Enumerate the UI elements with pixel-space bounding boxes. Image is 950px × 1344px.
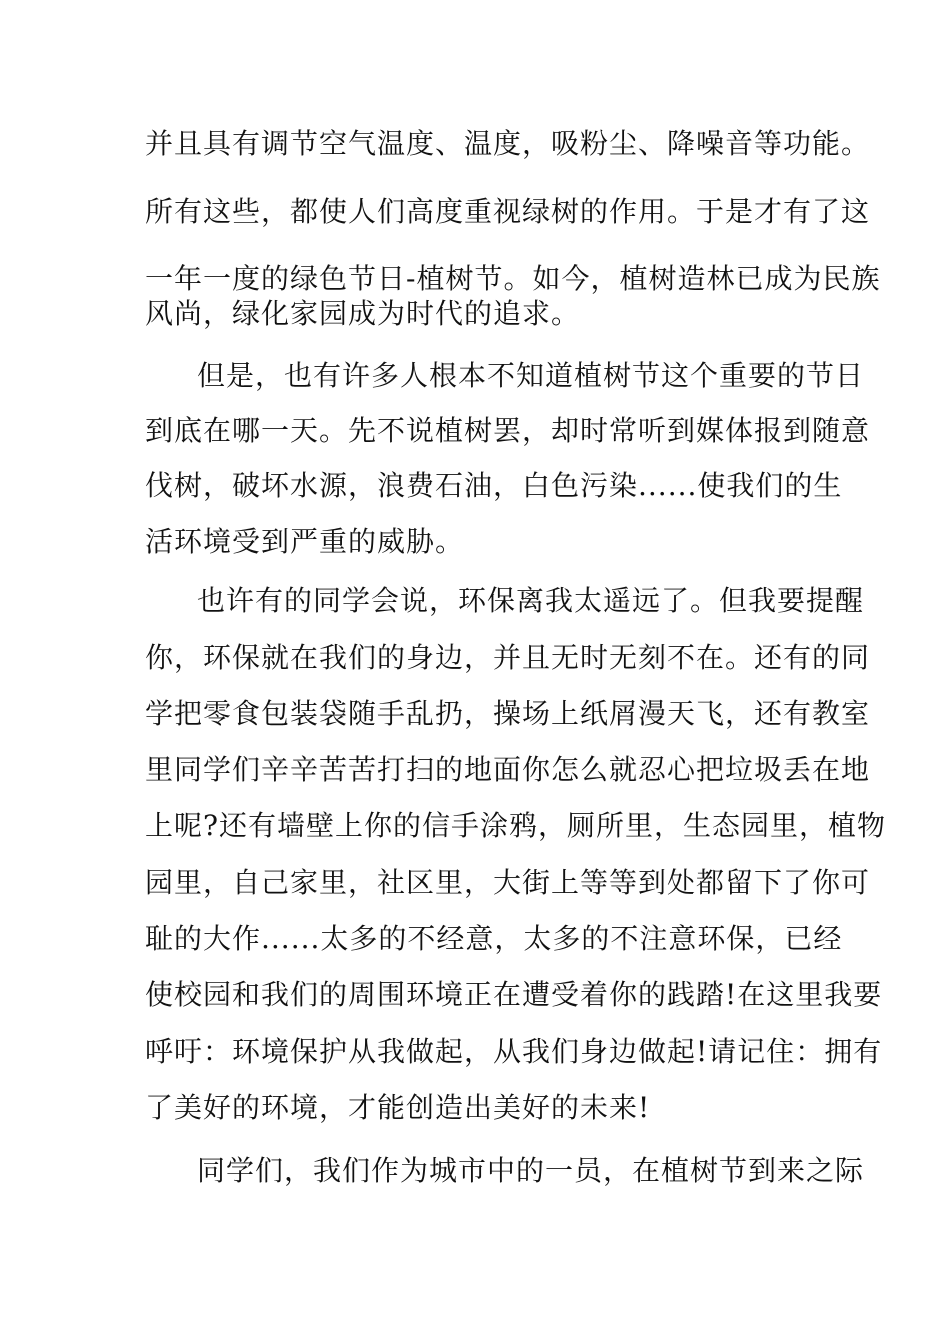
text-line: 使校园和我们的周围环境正在遭受着你的践踏!在这里我要 (145, 978, 883, 1011)
text-line: 也许有的同学会说，环保离我太遥远了。但我要提醒 (197, 584, 865, 617)
text-line: 并且具有调节空气温度、温度，吸粉尘、降噪音等功能。 (145, 127, 871, 160)
text-line: 但是，也有许多人根本不知道植树节这个重要的节日 (197, 359, 865, 392)
text-line: 一年一度的绿色节日-植树节。如今，植树造林已成为民族 (145, 262, 881, 295)
text-line: 学把零食包装袋随手乱扔，操场上纸屑漫天飞，还有教室 (145, 697, 871, 730)
text-line: 了美好的环境，才能创造出美好的未来! (145, 1091, 651, 1124)
text-line: 园里，自己家里，社区里，大街上等等到处都留下了你可 (145, 866, 871, 899)
text-line: 到底在哪一天。先不说植树罢，却时常听到媒体报到随意 (145, 414, 871, 447)
text-line: 上呢?还有墙壁上你的信手涂鸦，厕所里，生态园里，植物 (145, 809, 887, 842)
text-line: 耻的大作......太多的不经意，太多的不注意环保，已经 (145, 922, 843, 955)
text-line: 你，环保就在我们的身边，并且无时无刻不在。还有的同 (145, 641, 871, 674)
text-line: 伐树，破坏水源，浪费石油，白色污染......使我们的生 (145, 469, 843, 502)
text-line: 活环境受到严重的威胁。 (145, 525, 465, 558)
text-line: 同学们，我们作为城市中的一员，在植树节到来之际 (197, 1154, 865, 1187)
text-line: 里同学们辛辛苦苦打扫的地面你怎么就忍心把垃圾丢在地 (145, 753, 871, 786)
text-line: 风尚，绿化家园成为时代的追求。 (145, 297, 581, 330)
text-line: 所有这些，都使人们高度重视绿树的作用。于是才有了这 (145, 195, 871, 228)
text-line: 呼吁：环境保护从我做起，从我们身边做起!请记住：拥有 (145, 1035, 883, 1068)
